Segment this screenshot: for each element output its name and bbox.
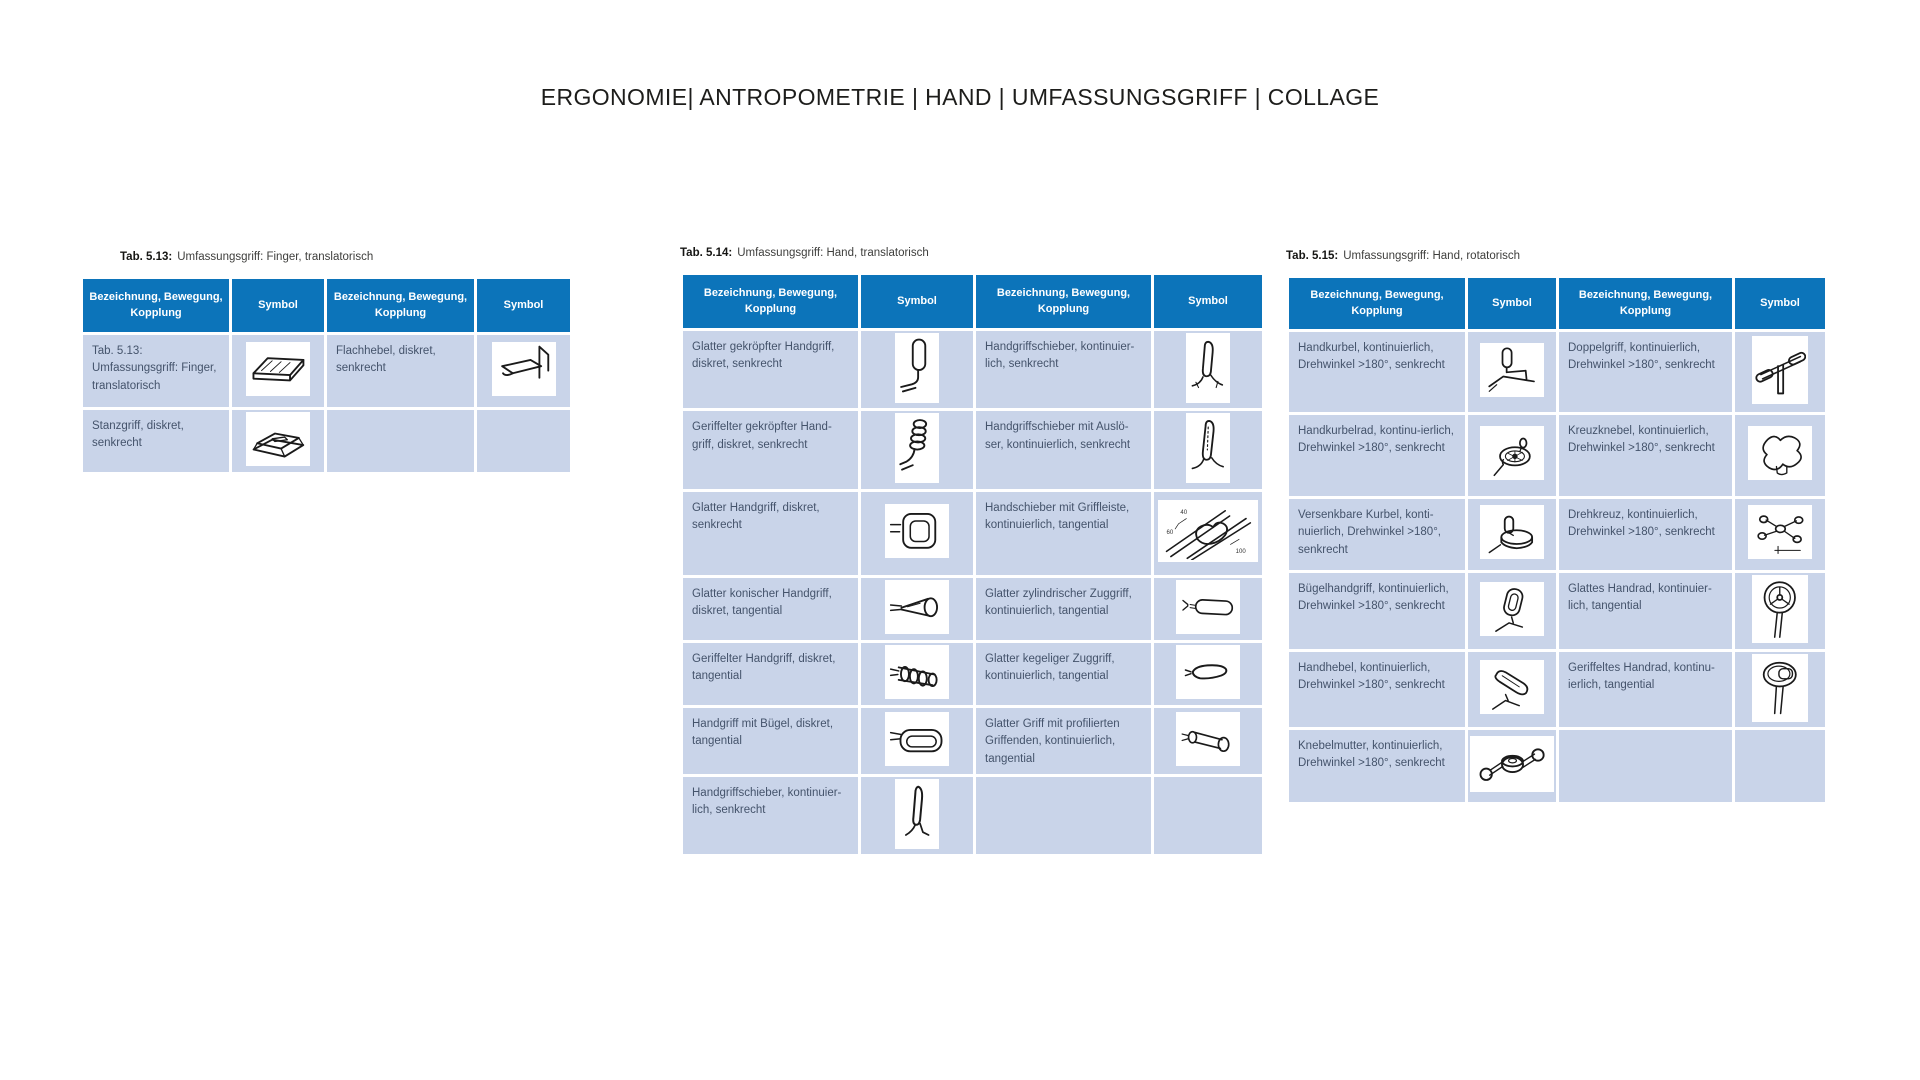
- symbol-cell: [1735, 499, 1825, 570]
- symbol-cell: [1468, 730, 1556, 802]
- symbol-cell: [1154, 578, 1262, 640]
- handgriff-mit-buegel-icon: [885, 712, 949, 766]
- kreuzknebel-icon: [1748, 426, 1812, 480]
- table-section-hand-translatorisch: [680, 246, 1265, 857]
- handschieber-griffleiste-icon: [1158, 500, 1258, 562]
- symbol-cell: [1154, 331, 1262, 408]
- table-umfassungsgriff-hand-translatorisch: [680, 272, 1265, 857]
- header-bezeichnung: Bezeichnung, Bewegung, Kopplung: [1289, 278, 1465, 329]
- header-bezeichnung: Bezeichnung, Bewegung, Kopplung: [83, 279, 229, 332]
- symbol-cell: [1154, 708, 1262, 774]
- symbol-cell: [232, 335, 324, 407]
- glatter-handgriff-icon: [885, 504, 949, 558]
- flachhebel-icon: [492, 342, 556, 396]
- geriffeltes-handrad-icon: [1752, 654, 1808, 722]
- cell-text: Glatter kegeliger Zuggriff, kontinuierlich, tangential: [976, 643, 1151, 705]
- symbol-cell: [861, 643, 973, 705]
- cell-text: [1559, 730, 1732, 802]
- header-symbol: Symbol: [232, 279, 324, 332]
- griff-profilierte-enden-icon: [1176, 712, 1240, 766]
- table-caption: [120, 250, 573, 264]
- cell-text: Versenkbare Kurbel, konti-nuierlich, Drehwinkel >180°, senkrecht: [1289, 499, 1465, 570]
- handgriffschieber-icon: [1186, 333, 1230, 403]
- table-row: [83, 335, 570, 407]
- svg-text:100: 100: [1235, 549, 1246, 556]
- geriffelter-handgriff-icon: [885, 645, 949, 699]
- cell-text: Handgriffschieber, kontinuier-lich, senkrecht: [683, 777, 858, 854]
- cell-text: Kreuzknebel, kontinuierlich, Drehwinkel >180°, senkrecht: [1559, 415, 1732, 496]
- header-row: [683, 275, 1262, 328]
- symbol-cell: [1154, 777, 1262, 854]
- cell-text: Knebelmutter, kontinuierlich, Drehwinkel >180°, senkrecht: [1289, 730, 1465, 802]
- symbol-cell: [232, 410, 324, 472]
- gekroepfter-handgriff-geriffelt-icon: [895, 413, 939, 483]
- header-symbol: Symbol: [477, 279, 570, 332]
- table-row: [1289, 652, 1825, 728]
- table-row: [83, 410, 570, 472]
- caption-text: Umfassungsgriff: Hand, rotatorisch: [1343, 250, 1521, 262]
- caption-label: Tab. 5.14:: [680, 247, 733, 259]
- symbol-cell: [477, 410, 570, 472]
- header-symbol: Symbol: [861, 275, 973, 328]
- cell-text: Doppelgriff, kontinuierlich, Drehwinkel >180°, senkrecht: [1559, 332, 1732, 412]
- table-caption: [1286, 249, 1828, 263]
- cell-text: Handgriffschieber mit Auslö-ser, kontinuierlich, senkrecht: [976, 411, 1151, 488]
- cell-text: Glatter Handgriff, diskret, senkrecht: [683, 492, 858, 575]
- symbol-cell: [1735, 415, 1825, 496]
- handgriffschieber-klein-icon: [895, 779, 939, 849]
- cell-text: Geriffelter gekröpfter Hand-griff, diskret, senkrecht: [683, 411, 858, 488]
- table-row: [1289, 730, 1825, 802]
- handhebel-icon: [1480, 660, 1544, 714]
- symbol-cell: [1468, 573, 1556, 649]
- symbol-cell: [861, 708, 973, 774]
- svg-text:60: 60: [1166, 530, 1174, 537]
- header-symbol: Symbol: [1468, 278, 1556, 329]
- cell-text: Glatter zylindrischer Zuggriff, kontinuierlich, tangential: [976, 578, 1151, 640]
- symbol-cell: [861, 411, 973, 488]
- header-symbol: Symbol: [1154, 275, 1262, 328]
- stanzgriff-icon: [246, 412, 310, 466]
- drehkreuz-icon: [1748, 505, 1812, 559]
- cell-text: Geriffeltes Handrad, kontinu-ierlich, tangential: [1559, 652, 1732, 728]
- cell-text: Geriffelter Handgriff, diskret, tangential: [683, 643, 858, 705]
- doppelgriff-icon: [1752, 336, 1808, 404]
- cell-text: Glattes Handrad, kontinuier-lich, tangential: [1559, 573, 1732, 649]
- header-row: [83, 279, 570, 332]
- cell-text: Handkurbel, kontinuierlich, Drehwinkel >180°, senkrecht: [1289, 332, 1465, 412]
- cell-text: Drehkreuz, kontinuierlich, Drehwinkel >180°, senkrecht: [1559, 499, 1732, 570]
- symbol-cell: [1468, 332, 1556, 412]
- cell-text: Stanzgriff, diskret, senkrecht: [83, 410, 229, 472]
- table-row: [683, 492, 1262, 575]
- symbol-cell: [861, 578, 973, 640]
- symbol-cell: [861, 492, 973, 575]
- symbol-cell: [1154, 492, 1262, 575]
- cell-text: Handgriff mit Bügel, diskret, tangential: [683, 708, 858, 774]
- konischer-handgriff-icon: [885, 580, 949, 634]
- cell-text: Glatter Griff mit profilierten Griffenden, kontinuierlich, tangential: [976, 708, 1151, 774]
- table-row: [683, 578, 1262, 640]
- cell-text: [327, 410, 474, 472]
- gekroepfter-handgriff-glatt-icon: [895, 333, 939, 403]
- header-bezeichnung: Bezeichnung, Bewegung, Kopplung: [683, 275, 858, 328]
- symbol-cell: [861, 331, 973, 408]
- caption-label: Tab. 5.13:: [120, 251, 173, 263]
- handkurbelrad-icon: [1480, 426, 1544, 480]
- cell-text: Flachhebel, diskret, senkrecht: [327, 335, 474, 407]
- table-caption: [680, 246, 1265, 260]
- symbol-cell: [1154, 643, 1262, 705]
- cell-text: Glatter gekröpfter Handgriff, diskret, senkrecht: [683, 331, 858, 408]
- header-symbol: Symbol: [1735, 278, 1825, 329]
- table-section-finger-translatorisch: [80, 250, 573, 475]
- table-row: [683, 643, 1262, 705]
- table-row: [683, 411, 1262, 488]
- symbol-cell: [1468, 499, 1556, 570]
- symbol-cell: [1735, 573, 1825, 649]
- table-row: [1289, 415, 1825, 496]
- table-umfassungsgriff-hand-rotatorisch: [1286, 275, 1828, 805]
- table-umfassungsgriff-finger: [80, 276, 573, 475]
- cell-text: Handhebel, kontinuierlich, Drehwinkel >180°, senkrecht: [1289, 652, 1465, 728]
- caption-label: Tab. 5.15:: [1286, 250, 1339, 262]
- symbol-cell: [1154, 411, 1262, 488]
- symbol-cell: [1468, 652, 1556, 728]
- header-row: [1289, 278, 1825, 329]
- header-bezeichnung: Bezeichnung, Bewegung, Kopplung: [976, 275, 1151, 328]
- symbol-cell: [1735, 332, 1825, 412]
- symbol-cell: [477, 335, 570, 407]
- header-bezeichnung: Bezeichnung, Bewegung, Kopplung: [327, 279, 474, 332]
- finger-umfassungsgriff-icon: [246, 342, 310, 396]
- symbol-cell: [861, 777, 973, 854]
- zylindrischer-zuggriff-icon: [1176, 580, 1240, 634]
- cell-text: Handschieber mit Griffleiste, kontinuierlich, tangential: [976, 492, 1151, 575]
- svg-text:40: 40: [1180, 510, 1188, 517]
- cell-text: Handgriffschieber, kontinuier-lich, senkrecht: [976, 331, 1151, 408]
- table-section-hand-rotatorisch: [1286, 249, 1828, 805]
- header-bezeichnung: Bezeichnung, Bewegung, Kopplung: [1559, 278, 1732, 329]
- caption-text: Umfassungsgriff: Hand, translatorisch: [737, 247, 929, 259]
- cell-text: Handkurbelrad, kontinu-ierlich, Drehwinkel >180°, senkrecht: [1289, 415, 1465, 496]
- knebelmutter-icon: [1470, 736, 1554, 792]
- buegelhandgriff-icon: [1480, 582, 1544, 636]
- table-row: [1289, 499, 1825, 570]
- cell-text: Glatter konischer Handgriff, diskret, tangential: [683, 578, 858, 640]
- cell-text: Bügelhandgriff, kontinuierlich, Drehwinkel >180°, senkrecht: [1289, 573, 1465, 649]
- table-row: [1289, 573, 1825, 649]
- table-row: [683, 708, 1262, 774]
- page-title: ERGONOMIE| ANTROPOMETRIE | HAND | UMFASSUNGSGRIFF | COLLAGE: [540, 84, 1380, 110]
- handgriffschieber-ausloeser-icon: [1186, 413, 1230, 483]
- versenkbare-kurbel-icon: [1480, 505, 1544, 559]
- handkurbel-icon: [1480, 343, 1544, 397]
- table-row: [683, 331, 1262, 408]
- glattes-handrad-icon: [1752, 575, 1808, 643]
- table-row: [683, 777, 1262, 854]
- cell-text: Tab. 5.13: Umfassungsgriff: Finger, translatorisch: [83, 335, 229, 407]
- cell-text: [976, 777, 1151, 854]
- table-row: [1289, 332, 1825, 412]
- symbol-cell: [1735, 730, 1825, 802]
- symbol-cell: [1735, 652, 1825, 728]
- symbol-cell: [1468, 415, 1556, 496]
- caption-text: Umfassungsgriff: Finger, translatorisch: [177, 251, 374, 263]
- kegeliger-zuggriff-icon: [1176, 645, 1240, 699]
